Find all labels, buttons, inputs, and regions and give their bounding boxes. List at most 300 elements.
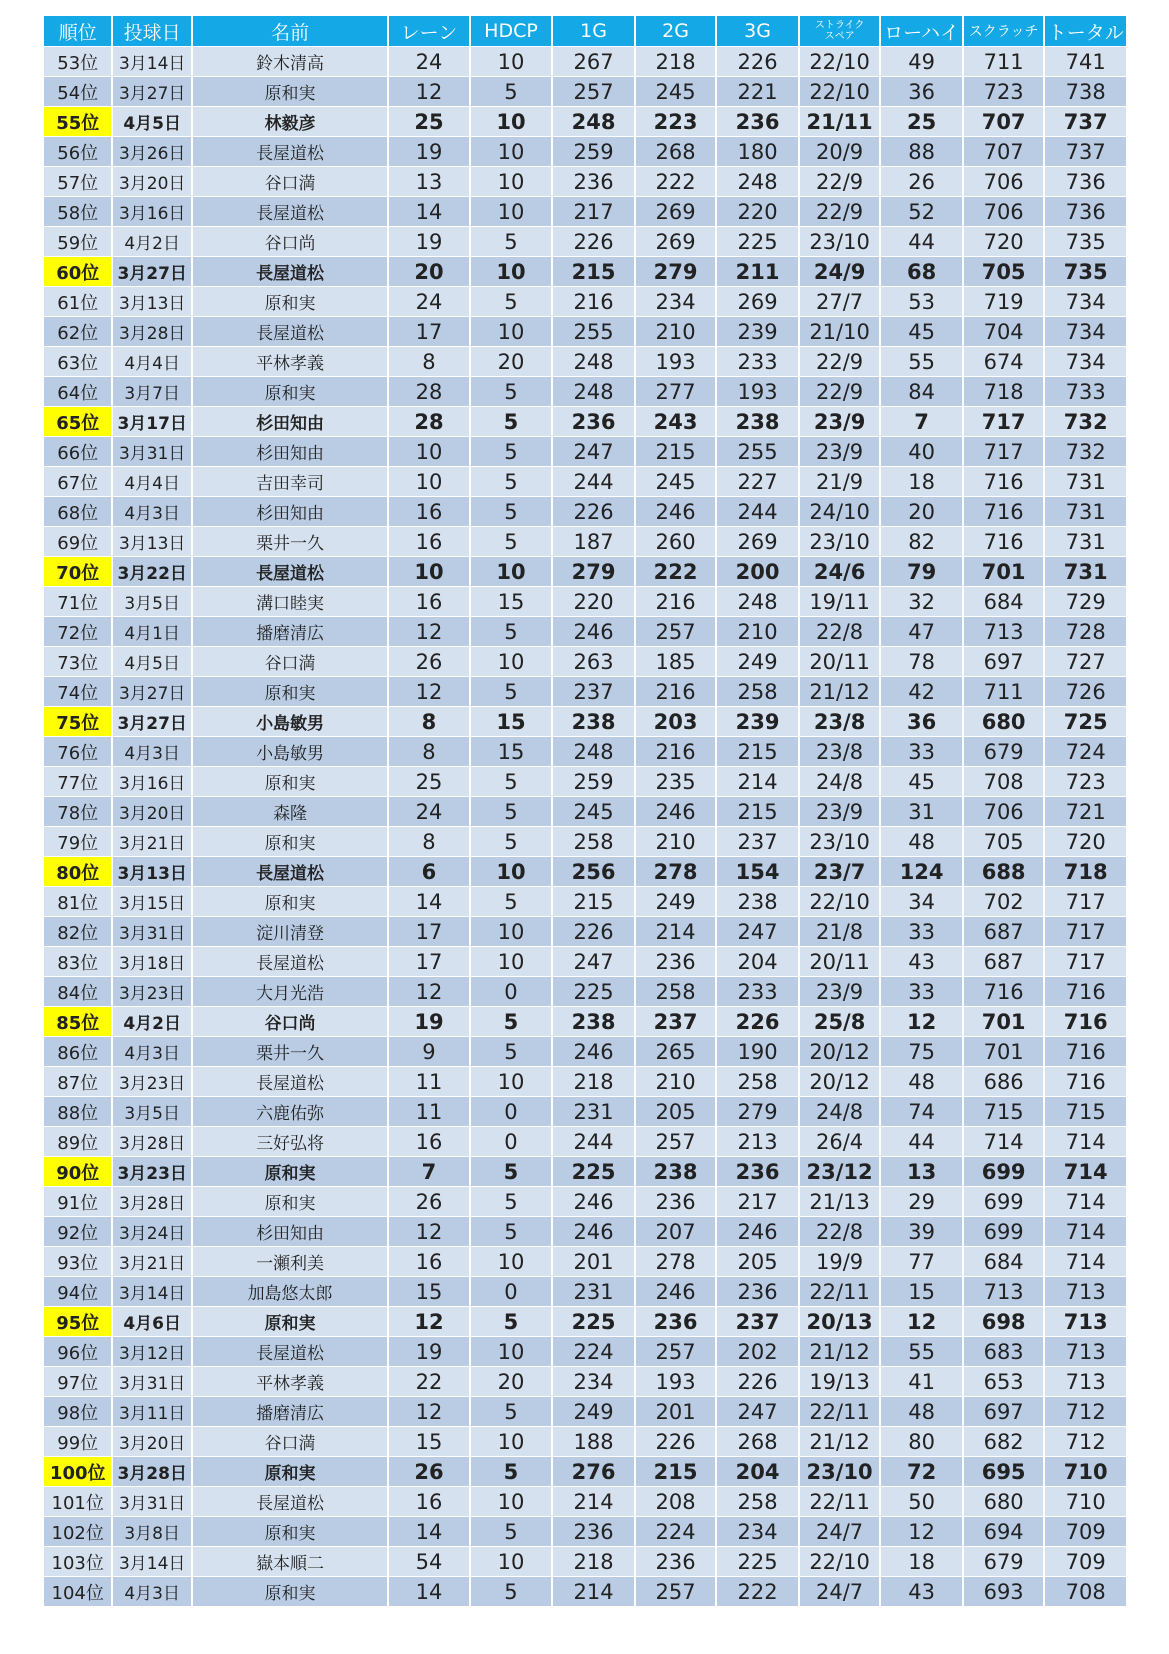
cell-rank: 89位 xyxy=(44,1127,112,1157)
cell-game2: 249 xyxy=(635,887,717,917)
cell-hdcp: 5 xyxy=(470,227,553,257)
cell-rank: 60位 xyxy=(44,257,112,287)
cell-hdcp: 5 xyxy=(470,827,553,857)
cell-strike-spare: 21/12 xyxy=(799,1427,881,1457)
table-row xyxy=(44,1457,1126,1487)
cell-game3: 226 xyxy=(716,47,799,77)
cell-hdcp: 10 xyxy=(470,917,553,947)
cell-game1: 216 xyxy=(552,287,635,317)
cell-game3: 247 xyxy=(716,917,799,947)
cell-game2: 257 xyxy=(635,1127,717,1157)
cell-rank: 63位 xyxy=(44,347,112,377)
cell-game3: 239 xyxy=(716,317,799,347)
cell-date: 3月18日 xyxy=(112,947,192,977)
cell-scratch: 717 xyxy=(963,437,1045,467)
cell-total: 713 xyxy=(1044,1337,1126,1367)
cell-name: 平林孝義 xyxy=(192,347,388,377)
cell-scratch: 715 xyxy=(963,1097,1045,1127)
cell-scratch: 653 xyxy=(963,1367,1045,1397)
cell-game3: 233 xyxy=(716,347,799,377)
cell-game1: 234 xyxy=(552,1367,635,1397)
cell-game2: 269 xyxy=(635,197,717,227)
table-row xyxy=(44,347,1126,377)
cell-total: 721 xyxy=(1044,797,1126,827)
cell-game2: 236 xyxy=(635,1307,717,1337)
cell-game3: 258 xyxy=(716,1067,799,1097)
cell-rank: 104位 xyxy=(44,1577,112,1607)
cell-low-high: 77 xyxy=(880,1247,963,1277)
cell-scratch: 708 xyxy=(963,767,1045,797)
cell-name: 大月光浩 xyxy=(192,977,388,1007)
cell-lane: 8 xyxy=(388,827,470,857)
cell-hdcp: 5 xyxy=(470,77,553,107)
cell-rank: 95位 xyxy=(44,1307,112,1337)
cell-scratch: 679 xyxy=(963,737,1045,767)
cell-total: 734 xyxy=(1044,347,1126,377)
table-row xyxy=(44,707,1126,737)
cell-game3: 210 xyxy=(716,617,799,647)
header-row xyxy=(44,16,1126,47)
cell-lane: 10 xyxy=(388,467,470,497)
cell-name: 長屋道松 xyxy=(192,1337,388,1367)
cell-scratch: 711 xyxy=(963,677,1045,707)
cell-low-high: 74 xyxy=(880,1097,963,1127)
cell-name: 淀川清登 xyxy=(192,917,388,947)
cell-hdcp: 10 xyxy=(470,1427,553,1457)
cell-date: 3月28日 xyxy=(112,1457,192,1487)
cell-rank: 88位 xyxy=(44,1097,112,1127)
table-row xyxy=(44,227,1126,257)
cell-rank: 83位 xyxy=(44,947,112,977)
header-name: 名前 xyxy=(192,16,388,47)
cell-game3: 258 xyxy=(716,1487,799,1517)
cell-lane: 19 xyxy=(388,227,470,257)
cell-name: 小島敏男 xyxy=(192,737,388,767)
cell-strike-spare: 22/10 xyxy=(799,47,881,77)
cell-low-high: 80 xyxy=(880,1427,963,1457)
cell-date: 3月12日 xyxy=(112,1337,192,1367)
cell-hdcp: 10 xyxy=(470,1337,553,1367)
cell-hdcp: 10 xyxy=(470,167,553,197)
cell-game3: 236 xyxy=(716,1277,799,1307)
cell-strike-spare: 22/9 xyxy=(799,347,881,377)
cell-scratch: 695 xyxy=(963,1457,1045,1487)
cell-low-high: 12 xyxy=(880,1517,963,1547)
cell-strike-spare: 23/12 xyxy=(799,1157,881,1187)
cell-game1: 246 xyxy=(552,1217,635,1247)
cell-strike-spare: 25/8 xyxy=(799,1007,881,1037)
cell-rank: 70位 xyxy=(44,557,112,587)
cell-date: 3月5日 xyxy=(112,587,192,617)
cell-lane: 25 xyxy=(388,767,470,797)
cell-hdcp: 5 xyxy=(470,287,553,317)
cell-total: 717 xyxy=(1044,947,1126,977)
cell-low-high: 36 xyxy=(880,707,963,737)
cell-name: 小島敏男 xyxy=(192,707,388,737)
cell-date: 3月27日 xyxy=(112,77,192,107)
cell-lane: 8 xyxy=(388,347,470,377)
cell-game1: 238 xyxy=(552,1007,635,1037)
cell-low-high: 40 xyxy=(880,437,963,467)
cell-rank: 91位 xyxy=(44,1187,112,1217)
cell-hdcp: 10 xyxy=(470,947,553,977)
cell-lane: 14 xyxy=(388,1517,470,1547)
cell-lane: 12 xyxy=(388,1217,470,1247)
cell-date: 4月5日 xyxy=(112,647,192,677)
cell-rank: 94位 xyxy=(44,1277,112,1307)
cell-low-high: 78 xyxy=(880,647,963,677)
cell-game3: 244 xyxy=(716,497,799,527)
cell-lane: 26 xyxy=(388,1457,470,1487)
cell-game1: 231 xyxy=(552,1097,635,1127)
cell-game3: 204 xyxy=(716,1457,799,1487)
cell-low-high: 25 xyxy=(880,107,963,137)
cell-date: 3月31日 xyxy=(112,437,192,467)
cell-game3: 248 xyxy=(716,167,799,197)
cell-total: 715 xyxy=(1044,1097,1126,1127)
cell-scratch: 679 xyxy=(963,1547,1045,1577)
cell-lane: 12 xyxy=(388,1307,470,1337)
cell-strike-spare: 22/11 xyxy=(799,1397,881,1427)
cell-game2: 257 xyxy=(635,617,717,647)
cell-name: 長屋道松 xyxy=(192,137,388,167)
cell-date: 4月4日 xyxy=(112,467,192,497)
cell-strike-spare: 20/13 xyxy=(799,1307,881,1337)
cell-game1: 245 xyxy=(552,797,635,827)
cell-hdcp: 10 xyxy=(470,1487,553,1517)
cell-total: 738 xyxy=(1044,77,1126,107)
cell-low-high: 48 xyxy=(880,1397,963,1427)
cell-name: 播磨清広 xyxy=(192,617,388,647)
cell-game1: 225 xyxy=(552,1157,635,1187)
cell-game2: 216 xyxy=(635,677,717,707)
cell-low-high: 75 xyxy=(880,1037,963,1067)
cell-name: 播磨清広 xyxy=(192,1397,388,1427)
cell-date: 3月26日 xyxy=(112,137,192,167)
cell-total: 716 xyxy=(1044,1037,1126,1067)
cell-lane: 11 xyxy=(388,1067,470,1097)
cell-strike-spare: 20/11 xyxy=(799,947,881,977)
cell-game3: 269 xyxy=(716,287,799,317)
cell-game1: 244 xyxy=(552,467,635,497)
cell-scratch: 716 xyxy=(963,527,1045,557)
cell-rank: 77位 xyxy=(44,767,112,797)
cell-hdcp: 5 xyxy=(470,677,553,707)
cell-game3: 190 xyxy=(716,1037,799,1067)
cell-hdcp: 20 xyxy=(470,1367,553,1397)
cell-strike-spare: 23/9 xyxy=(799,407,881,437)
cell-game3: 193 xyxy=(716,377,799,407)
cell-rank: 92位 xyxy=(44,1217,112,1247)
cell-low-high: 26 xyxy=(880,167,963,197)
cell-strike-spare: 21/12 xyxy=(799,677,881,707)
cell-game2: 201 xyxy=(635,1397,717,1427)
cell-game1: 279 xyxy=(552,557,635,587)
cell-total: 716 xyxy=(1044,1067,1126,1097)
cell-date: 4月3日 xyxy=(112,1037,192,1067)
cell-game3: 211 xyxy=(716,257,799,287)
table-row xyxy=(44,377,1126,407)
cell-scratch: 702 xyxy=(963,887,1045,917)
cell-rank: 75位 xyxy=(44,707,112,737)
cell-scratch: 688 xyxy=(963,857,1045,887)
cell-name: 谷口尚 xyxy=(192,1007,388,1037)
cell-low-high: 29 xyxy=(880,1187,963,1217)
table-row xyxy=(44,557,1126,587)
cell-date: 3月22日 xyxy=(112,557,192,587)
cell-name: 原和実 xyxy=(192,1517,388,1547)
cell-total: 712 xyxy=(1044,1397,1126,1427)
table-row xyxy=(44,1487,1126,1517)
cell-hdcp: 5 xyxy=(470,527,553,557)
cell-lane: 14 xyxy=(388,1577,470,1607)
cell-strike-spare: 20/12 xyxy=(799,1067,881,1097)
cell-total: 731 xyxy=(1044,467,1126,497)
cell-game1: 263 xyxy=(552,647,635,677)
cell-game1: 246 xyxy=(552,1187,635,1217)
cell-hdcp: 10 xyxy=(470,857,553,887)
cell-scratch: 720 xyxy=(963,227,1045,257)
cell-total: 733 xyxy=(1044,377,1126,407)
cell-name: 三好弘将 xyxy=(192,1127,388,1157)
cell-game2: 210 xyxy=(635,1067,717,1097)
cell-total: 716 xyxy=(1044,977,1126,1007)
cell-date: 3月14日 xyxy=(112,47,192,77)
cell-game2: 236 xyxy=(635,1547,717,1577)
cell-total: 731 xyxy=(1044,527,1126,557)
cell-date: 3月28日 xyxy=(112,1187,192,1217)
cell-game3: 279 xyxy=(716,1097,799,1127)
cell-total: 737 xyxy=(1044,137,1126,167)
cell-total: 728 xyxy=(1044,617,1126,647)
table-row xyxy=(44,1247,1126,1277)
cell-name: 谷口尚 xyxy=(192,227,388,257)
cell-game2: 222 xyxy=(635,557,717,587)
cell-game1: 248 xyxy=(552,347,635,377)
cell-date: 3月20日 xyxy=(112,167,192,197)
cell-game2: 193 xyxy=(635,1367,717,1397)
cell-hdcp: 5 xyxy=(470,797,553,827)
table-row xyxy=(44,977,1126,1007)
header-date: 投球日 xyxy=(112,16,192,47)
cell-low-high: 42 xyxy=(880,677,963,707)
table-row xyxy=(44,1157,1126,1187)
cell-name: 谷口満 xyxy=(192,647,388,677)
cell-low-high: 68 xyxy=(880,257,963,287)
cell-strike-spare: 23/10 xyxy=(799,827,881,857)
table-row xyxy=(44,317,1126,347)
table-row xyxy=(44,677,1126,707)
cell-game3: 215 xyxy=(716,797,799,827)
cell-game1: 214 xyxy=(552,1577,635,1607)
cell-name: 林毅彦 xyxy=(192,107,388,137)
cell-lane: 17 xyxy=(388,947,470,977)
cell-hdcp: 10 xyxy=(470,107,553,137)
cell-total: 734 xyxy=(1044,287,1126,317)
cell-strike-spare: 19/9 xyxy=(799,1247,881,1277)
cell-game2: 257 xyxy=(635,1577,717,1607)
cell-game2: 265 xyxy=(635,1037,717,1067)
cell-scratch: 705 xyxy=(963,827,1045,857)
cell-game1: 218 xyxy=(552,1067,635,1097)
cell-rank: 102位 xyxy=(44,1517,112,1547)
table-row xyxy=(44,1097,1126,1127)
cell-date: 3月31日 xyxy=(112,1367,192,1397)
cell-game2: 214 xyxy=(635,917,717,947)
cell-low-high: 43 xyxy=(880,947,963,977)
cell-name: 原和実 xyxy=(192,1457,388,1487)
cell-scratch: 706 xyxy=(963,167,1045,197)
table-row xyxy=(44,1277,1126,1307)
cell-date: 3月16日 xyxy=(112,767,192,797)
table-row xyxy=(44,497,1126,527)
cell-scratch: 701 xyxy=(963,1037,1045,1067)
cell-game2: 277 xyxy=(635,377,717,407)
ranking-table xyxy=(44,16,1126,1607)
cell-lane: 14 xyxy=(388,197,470,227)
cell-name: 長屋道松 xyxy=(192,1067,388,1097)
header-total: トータル xyxy=(1044,16,1126,47)
cell-game2: 245 xyxy=(635,467,717,497)
cell-game2: 246 xyxy=(635,1277,717,1307)
cell-game1: 267 xyxy=(552,47,635,77)
cell-game2: 246 xyxy=(635,797,717,827)
cell-name: 長屋道松 xyxy=(192,947,388,977)
cell-total: 741 xyxy=(1044,47,1126,77)
cell-name: 森隆 xyxy=(192,797,388,827)
cell-name: 杉田知由 xyxy=(192,497,388,527)
cell-rank: 59位 xyxy=(44,227,112,257)
cell-game3: 233 xyxy=(716,977,799,1007)
cell-low-high: 50 xyxy=(880,1487,963,1517)
cell-strike-spare: 22/10 xyxy=(799,887,881,917)
cell-rank: 74位 xyxy=(44,677,112,707)
cell-low-high: 53 xyxy=(880,287,963,317)
table-row xyxy=(44,947,1126,977)
cell-date: 3月16日 xyxy=(112,197,192,227)
cell-hdcp: 10 xyxy=(470,1247,553,1277)
cell-total: 731 xyxy=(1044,497,1126,527)
cell-total: 726 xyxy=(1044,677,1126,707)
cell-lane: 15 xyxy=(388,1277,470,1307)
cell-total: 714 xyxy=(1044,1187,1126,1217)
cell-low-high: 43 xyxy=(880,1577,963,1607)
cell-date: 3月23日 xyxy=(112,977,192,1007)
cell-game1: 246 xyxy=(552,1037,635,1067)
cell-name: 原和実 xyxy=(192,767,388,797)
cell-game3: 225 xyxy=(716,227,799,257)
cell-date: 4月3日 xyxy=(112,1577,192,1607)
cell-name: 鈴木清高 xyxy=(192,47,388,77)
cell-game1: 188 xyxy=(552,1427,635,1457)
cell-game2: 234 xyxy=(635,287,717,317)
cell-low-high: 48 xyxy=(880,827,963,857)
cell-low-high: 48 xyxy=(880,1067,963,1097)
table-row xyxy=(44,467,1126,497)
cell-game1: 249 xyxy=(552,1397,635,1427)
cell-game1: 259 xyxy=(552,137,635,167)
cell-name: 杉田知由 xyxy=(192,437,388,467)
cell-game2: 208 xyxy=(635,1487,717,1517)
cell-strike-spare: 23/10 xyxy=(799,1457,881,1487)
cell-game1: 246 xyxy=(552,617,635,647)
cell-hdcp: 5 xyxy=(470,1577,553,1607)
cell-game1: 225 xyxy=(552,1307,635,1337)
cell-scratch: 706 xyxy=(963,797,1045,827)
cell-date: 3月15日 xyxy=(112,887,192,917)
cell-name: 平林孝義 xyxy=(192,1367,388,1397)
header-hdcp: HDCP xyxy=(470,16,553,47)
cell-game1: 236 xyxy=(552,407,635,437)
cell-strike-spare: 23/10 xyxy=(799,227,881,257)
cell-date: 3月13日 xyxy=(112,857,192,887)
cell-lane: 10 xyxy=(388,437,470,467)
cell-lane: 26 xyxy=(388,647,470,677)
table-row xyxy=(44,1367,1126,1397)
cell-game3: 234 xyxy=(716,1517,799,1547)
cell-rank: 85位 xyxy=(44,1007,112,1037)
cell-rank: 54位 xyxy=(44,77,112,107)
cell-game3: 238 xyxy=(716,887,799,917)
cell-name: 一瀬利美 xyxy=(192,1247,388,1277)
cell-lane: 14 xyxy=(388,887,470,917)
cell-low-high: 36 xyxy=(880,77,963,107)
cell-total: 734 xyxy=(1044,317,1126,347)
cell-total: 713 xyxy=(1044,1277,1126,1307)
cell-name: 谷口満 xyxy=(192,167,388,197)
cell-strike-spare: 24/7 xyxy=(799,1577,881,1607)
cell-date: 4月6日 xyxy=(112,1307,192,1337)
cell-scratch: 716 xyxy=(963,497,1045,527)
cell-name: 杉田知由 xyxy=(192,407,388,437)
cell-name: 原和実 xyxy=(192,1187,388,1217)
cell-strike-spare: 26/4 xyxy=(799,1127,881,1157)
cell-game3: 237 xyxy=(716,1307,799,1337)
cell-game3: 215 xyxy=(716,737,799,767)
cell-hdcp: 10 xyxy=(470,197,553,227)
cell-date: 3月28日 xyxy=(112,1127,192,1157)
cell-lane: 12 xyxy=(388,1397,470,1427)
cell-game3: 269 xyxy=(716,527,799,557)
cell-game1: 238 xyxy=(552,707,635,737)
table-row xyxy=(44,917,1126,947)
cell-game2: 224 xyxy=(635,1517,717,1547)
cell-lane: 15 xyxy=(388,1427,470,1457)
cell-lane: 13 xyxy=(388,167,470,197)
cell-date: 3月24日 xyxy=(112,1217,192,1247)
cell-strike-spare: 22/9 xyxy=(799,197,881,227)
cell-lane: 17 xyxy=(388,917,470,947)
cell-scratch: 699 xyxy=(963,1157,1045,1187)
cell-game3: 239 xyxy=(716,707,799,737)
cell-scratch: 723 xyxy=(963,77,1045,107)
header-game2: 2G xyxy=(635,16,717,47)
table-row xyxy=(44,437,1126,467)
cell-low-high: 7 xyxy=(880,407,963,437)
cell-rank: 100位 xyxy=(44,1457,112,1487)
cell-low-high: 88 xyxy=(880,137,963,167)
cell-name: 加島悠太郎 xyxy=(192,1277,388,1307)
cell-lane: 7 xyxy=(388,1157,470,1187)
cell-date: 4月3日 xyxy=(112,497,192,527)
cell-date: 4月2日 xyxy=(112,227,192,257)
cell-hdcp: 5 xyxy=(470,377,553,407)
cell-date: 3月31日 xyxy=(112,1487,192,1517)
cell-strike-spare: 21/9 xyxy=(799,467,881,497)
cell-lane: 17 xyxy=(388,317,470,347)
cell-total: 736 xyxy=(1044,167,1126,197)
table-row xyxy=(44,107,1126,137)
